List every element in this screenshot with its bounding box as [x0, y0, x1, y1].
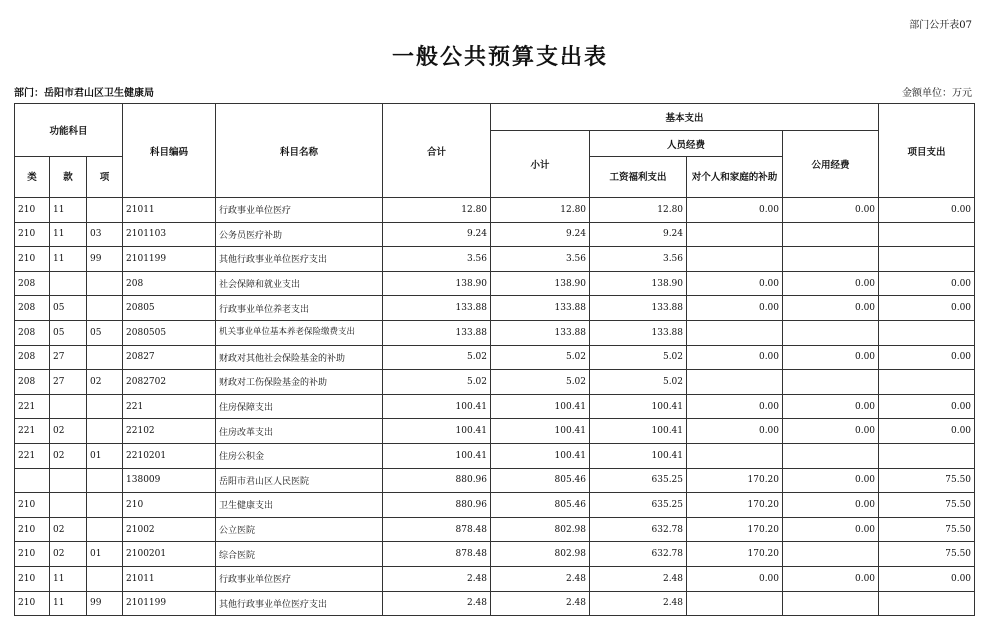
cell-subject-name: 机关事业单位基本养老保险缴费支出	[216, 320, 383, 345]
cell-subject-name: 行政事业单位养老支出	[216, 296, 383, 321]
cell-wages: 632.78	[590, 542, 687, 567]
cell-individual-subsidy: 0.00	[687, 345, 783, 370]
cell-project-expenditure: 0.00	[879, 419, 975, 444]
wages-header: 工资福利支出	[590, 157, 687, 198]
cell-project-expenditure: 75.50	[879, 542, 975, 567]
cell-wages: 100.41	[590, 419, 687, 444]
cell-public-expense: 0.00	[783, 198, 879, 223]
cell-public-expense: 0.00	[783, 517, 879, 542]
cell-project-expenditure: 0.00	[879, 394, 975, 419]
cell-subtotal: 805.46	[491, 468, 590, 493]
cell-kuan: 11	[50, 222, 87, 247]
cell-individual-subsidy: 0.00	[687, 296, 783, 321]
cell-subject-code: 2101199	[123, 247, 216, 272]
cell-subject-code: 208	[123, 271, 216, 296]
cell-individual-subsidy	[687, 247, 783, 272]
cell-project-expenditure	[879, 247, 975, 272]
cell-subject-name: 岳阳市君山区人民医院	[216, 468, 383, 493]
cell-wages: 138.90	[590, 271, 687, 296]
subject-name-header: 科目名称	[216, 104, 383, 198]
cell-project-expenditure	[879, 591, 975, 616]
table-row	[15, 320, 975, 345]
cell-wages: 12.80	[590, 198, 687, 223]
cell-subject-name: 住房公积金	[216, 443, 383, 468]
cell-subject-name: 公立医院	[216, 517, 383, 542]
cell-project-expenditure: 75.50	[879, 468, 975, 493]
cell-individual-subsidy: 0.00	[687, 198, 783, 223]
cell-subtotal: 12.80	[491, 198, 590, 223]
table-row	[15, 591, 975, 616]
cell-subject-name: 社会保障和就业支出	[216, 271, 383, 296]
cell-lei: 210	[15, 198, 50, 223]
cell-wages: 9.24	[590, 222, 687, 247]
cell-xiang	[87, 468, 123, 493]
form-code: 部门公开表07	[909, 20, 972, 31]
cell-subject-code: 2101103	[123, 222, 216, 247]
cell-subject-code: 20827	[123, 345, 216, 370]
table-row	[15, 271, 975, 296]
cell-subject-code: 21011	[123, 198, 216, 223]
cell-lei: 210	[15, 222, 50, 247]
cell-total: 100.41	[383, 419, 491, 444]
cell-public-expense: 0.00	[783, 468, 879, 493]
cell-total: 3.56	[383, 247, 491, 272]
cell-public-expense: 0.00	[783, 296, 879, 321]
cell-xiang: 99	[87, 247, 123, 272]
cell-individual-subsidy	[687, 222, 783, 247]
cell-subtotal: 100.41	[491, 394, 590, 419]
cell-subject-name: 住房改革支出	[216, 419, 383, 444]
cell-wages: 100.41	[590, 394, 687, 419]
cell-total: 5.02	[383, 370, 491, 395]
cell-wages: 635.25	[590, 468, 687, 493]
subtotal-header: 小计	[491, 131, 590, 198]
cell-lei: 208	[15, 370, 50, 395]
cell-total: 133.88	[383, 296, 491, 321]
cell-lei: 221	[15, 443, 50, 468]
cell-xiang: 02	[87, 370, 123, 395]
table-body	[15, 198, 975, 616]
cell-lei: 208	[15, 296, 50, 321]
table-row	[15, 419, 975, 444]
cell-subject-name: 住房保障支出	[216, 394, 383, 419]
cell-subject-name: 财政对其他社会保险基金的补助	[216, 345, 383, 370]
cell-lei: 208	[15, 271, 50, 296]
table-row	[15, 542, 975, 567]
cell-public-expense	[783, 542, 879, 567]
cell-subject-name: 行政事业单位医疗	[216, 566, 383, 591]
cell-wages: 2.48	[590, 591, 687, 616]
cell-project-expenditure: 0.00	[879, 271, 975, 296]
cell-project-expenditure	[879, 370, 975, 395]
cell-project-expenditure: 0.00	[879, 566, 975, 591]
cell-kuan: 27	[50, 345, 87, 370]
cell-kuan: 11	[50, 566, 87, 591]
cell-lei: 210	[15, 591, 50, 616]
cell-subject-code: 221	[123, 394, 216, 419]
amount-unit-label: 金额单位：万元	[902, 88, 972, 99]
total-header: 合计	[383, 104, 491, 198]
cell-public-expense	[783, 370, 879, 395]
cell-kuan: 02	[50, 542, 87, 567]
xiang-header: 项	[87, 157, 123, 198]
cell-public-expense: 0.00	[783, 566, 879, 591]
cell-kuan: 02	[50, 419, 87, 444]
cell-subject-code: 2101199	[123, 591, 216, 616]
cell-kuan	[50, 493, 87, 518]
lei-header: 类	[15, 157, 50, 198]
cell-individual-subsidy: 0.00	[687, 271, 783, 296]
cell-subtotal: 802.98	[491, 517, 590, 542]
individual-subsidy-header: 对个人和家庭的补助	[687, 157, 783, 198]
cell-individual-subsidy: 170.20	[687, 468, 783, 493]
cell-wages: 133.88	[590, 320, 687, 345]
cell-subject-code: 138009	[123, 468, 216, 493]
cell-subtotal: 3.56	[491, 247, 590, 272]
cell-xiang	[87, 271, 123, 296]
cell-lei: 210	[15, 247, 50, 272]
cell-lei: 210	[15, 517, 50, 542]
cell-xiang: 05	[87, 320, 123, 345]
cell-individual-subsidy: 0.00	[687, 419, 783, 444]
cell-subject-code: 2210201	[123, 443, 216, 468]
table-row	[15, 370, 975, 395]
kuan-header: 款	[50, 157, 87, 198]
cell-xiang: 01	[87, 542, 123, 567]
cell-project-expenditure	[879, 320, 975, 345]
cell-kuan: 27	[50, 370, 87, 395]
cell-lei: 210	[15, 493, 50, 518]
func-subject-header: 功能科目	[15, 104, 123, 157]
table-row	[15, 493, 975, 518]
cell-subtotal: 5.02	[491, 370, 590, 395]
table-row	[15, 296, 975, 321]
table-row	[15, 345, 975, 370]
public-expense-header: 公用经费	[783, 131, 879, 198]
table-row	[15, 517, 975, 542]
cell-subtotal: 100.41	[491, 443, 590, 468]
cell-subtotal: 9.24	[491, 222, 590, 247]
cell-total: 138.90	[383, 271, 491, 296]
cell-individual-subsidy: 170.20	[687, 493, 783, 518]
cell-subject-code: 2082702	[123, 370, 216, 395]
cell-lei: 221	[15, 419, 50, 444]
cell-public-expense: 0.00	[783, 493, 879, 518]
cell-total: 2.48	[383, 591, 491, 616]
cell-project-expenditure	[879, 443, 975, 468]
cell-subtotal: 802.98	[491, 542, 590, 567]
table-row	[15, 222, 975, 247]
cell-subject-code: 2100201	[123, 542, 216, 567]
cell-subtotal: 5.02	[491, 345, 590, 370]
table-row	[15, 468, 975, 493]
table-row	[15, 394, 975, 419]
cell-lei: 210	[15, 566, 50, 591]
cell-wages: 2.48	[590, 566, 687, 591]
cell-individual-subsidy: 0.00	[687, 394, 783, 419]
cell-total: 880.96	[383, 468, 491, 493]
cell-public-expense: 0.00	[783, 419, 879, 444]
cell-total: 133.88	[383, 320, 491, 345]
cell-kuan: 11	[50, 198, 87, 223]
cell-individual-subsidy	[687, 370, 783, 395]
cell-lei	[15, 468, 50, 493]
cell-xiang: 01	[87, 443, 123, 468]
cell-total: 12.80	[383, 198, 491, 223]
cell-individual-subsidy	[687, 443, 783, 468]
cell-kuan	[50, 271, 87, 296]
cell-project-expenditure: 0.00	[879, 198, 975, 223]
cell-subject-code: 22102	[123, 419, 216, 444]
cell-project-expenditure: 75.50	[879, 517, 975, 542]
cell-total: 5.02	[383, 345, 491, 370]
cell-subtotal: 100.41	[491, 419, 590, 444]
cell-subject-name: 其他行政事业单位医疗支出	[216, 591, 383, 616]
cell-subject-name: 财政对工伤保险基金的补助	[216, 370, 383, 395]
cell-total: 9.24	[383, 222, 491, 247]
cell-subject-name: 卫生健康支出	[216, 493, 383, 518]
cell-wages: 632.78	[590, 517, 687, 542]
cell-wages: 133.88	[590, 296, 687, 321]
cell-wages: 100.41	[590, 443, 687, 468]
expenditure-table	[14, 103, 975, 616]
cell-xiang	[87, 394, 123, 419]
cell-individual-subsidy: 170.20	[687, 517, 783, 542]
cell-public-expense: 0.00	[783, 394, 879, 419]
cell-subject-name: 综合医院	[216, 542, 383, 567]
table-row	[15, 443, 975, 468]
cell-subject-code: 2080505	[123, 320, 216, 345]
table-row	[15, 566, 975, 591]
cell-subject-name: 其他行政事业单位医疗支出	[216, 247, 383, 272]
cell-lei: 210	[15, 542, 50, 567]
page-title: 一般公共预算支出表	[391, 44, 608, 70]
cell-subject-name: 公务员医疗补助	[216, 222, 383, 247]
subject-code-header: 科目编码	[123, 104, 216, 198]
cell-project-expenditure	[879, 222, 975, 247]
cell-kuan: 05	[50, 320, 87, 345]
department-label: 部门：岳阳市君山区卫生健康局	[14, 88, 154, 99]
cell-project-expenditure: 0.00	[879, 296, 975, 321]
cell-total: 880.96	[383, 493, 491, 518]
cell-public-expense: 0.00	[783, 345, 879, 370]
cell-kuan: 02	[50, 443, 87, 468]
cell-xiang	[87, 493, 123, 518]
cell-subject-code: 21002	[123, 517, 216, 542]
cell-lei: 208	[15, 345, 50, 370]
cell-subtotal: 138.90	[491, 271, 590, 296]
cell-subject-code: 20805	[123, 296, 216, 321]
cell-individual-subsidy	[687, 591, 783, 616]
cell-total: 100.41	[383, 443, 491, 468]
cell-individual-subsidy: 0.00	[687, 566, 783, 591]
cell-total: 2.48	[383, 566, 491, 591]
cell-public-expense	[783, 247, 879, 272]
cell-subtotal: 805.46	[491, 493, 590, 518]
cell-project-expenditure: 0.00	[879, 345, 975, 370]
cell-project-expenditure: 75.50	[879, 493, 975, 518]
cell-subject-code: 21011	[123, 566, 216, 591]
cell-xiang	[87, 517, 123, 542]
cell-xiang	[87, 419, 123, 444]
cell-subject-name: 行政事业单位医疗	[216, 198, 383, 223]
cell-wages: 5.02	[590, 370, 687, 395]
basic-expenditure-header: 基本支出	[491, 104, 879, 131]
cell-subtotal: 133.88	[491, 320, 590, 345]
personnel-header: 人员经费	[590, 131, 783, 157]
cell-xiang: 99	[87, 591, 123, 616]
cell-kuan: 11	[50, 247, 87, 272]
project-expenditure-header: 项目支出	[879, 104, 975, 198]
cell-kuan	[50, 468, 87, 493]
cell-subtotal: 133.88	[491, 296, 590, 321]
cell-subject-code: 210	[123, 493, 216, 518]
table-row	[15, 247, 975, 272]
cell-xiang	[87, 345, 123, 370]
cell-individual-subsidy: 170.20	[687, 542, 783, 567]
cell-xiang: 03	[87, 222, 123, 247]
cell-individual-subsidy	[687, 320, 783, 345]
cell-public-expense	[783, 222, 879, 247]
cell-xiang	[87, 566, 123, 591]
cell-xiang	[87, 296, 123, 321]
cell-subtotal: 2.48	[491, 591, 590, 616]
cell-public-expense	[783, 320, 879, 345]
cell-total: 878.48	[383, 542, 491, 567]
cell-total: 100.41	[383, 394, 491, 419]
cell-public-expense: 0.00	[783, 271, 879, 296]
cell-subtotal: 2.48	[491, 566, 590, 591]
cell-public-expense	[783, 591, 879, 616]
cell-xiang	[87, 198, 123, 223]
cell-lei: 221	[15, 394, 50, 419]
cell-kuan	[50, 394, 87, 419]
cell-wages: 5.02	[590, 345, 687, 370]
cell-wages: 635.25	[590, 493, 687, 518]
cell-kuan: 02	[50, 517, 87, 542]
cell-lei: 208	[15, 320, 50, 345]
cell-public-expense	[783, 443, 879, 468]
cell-kuan: 05	[50, 296, 87, 321]
cell-total: 878.48	[383, 517, 491, 542]
cell-kuan: 11	[50, 591, 87, 616]
cell-wages: 3.56	[590, 247, 687, 272]
table-row	[15, 198, 975, 223]
